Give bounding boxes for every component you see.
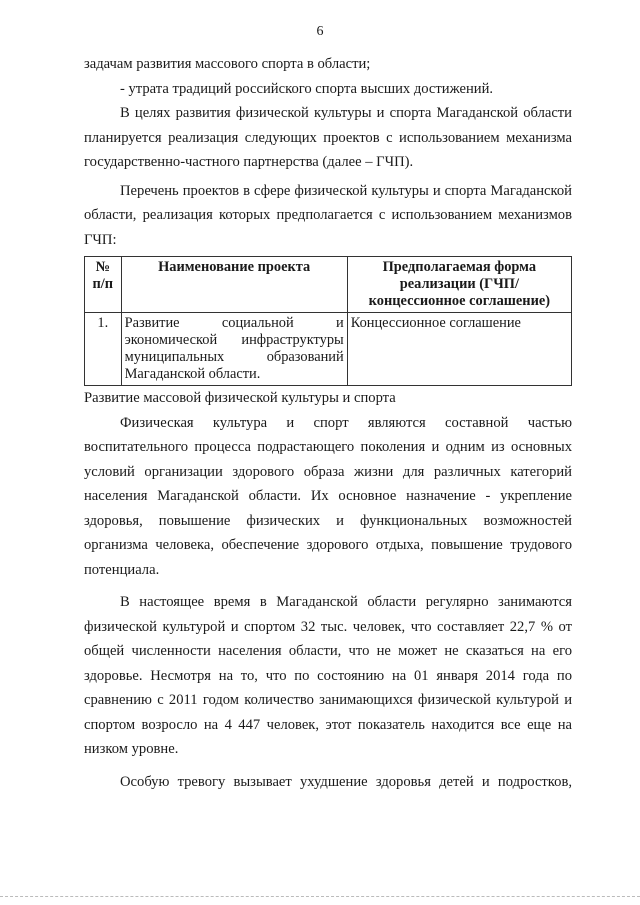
header-project-name: Наименование проекта — [121, 257, 347, 313]
section-title: Развитие массовой физической культуры и спорта — [84, 390, 396, 406]
page-content — [84, 52, 572, 794]
cell-project-name: Развитие социальной и экономической инфраструктуры муниципальных образований Магаданской области. — [121, 313, 347, 386]
paragraph-current-state: В настоящее время в Магаданской области регулярно занимаются физической культурой и спортом 32 тыс. человек, что составляет 22,7 % от общей численности населения области, что не может не сказаться на его здоровье. Несмотря на то, что по состоянию на 01 января 2014 года по сравнению с 2011 годом количество занимающихся физической культурой и спортом возросло на 4 447 человек, этот показатель находится все еще на низком уровне. — [84, 594, 572, 757]
cell-number: 1. — [85, 313, 122, 386]
paragraph-physical-culture: Физическая культура и спорт являются составной частью воспитательного процесса подрастающего поколения и одним из основных условий организации здорового образа жизни для различных категорий населения Магаданской области. Их основное назначение - укрепление здоровья, повышение физических и функциональных возможностей организма человека, обеспечение здорового отдыха, повышение трудового потенциала. — [84, 414, 572, 578]
paragraph-children-health: Особую тревогу вызывает ухудшение здоровья детей и подростков, — [120, 773, 572, 790]
cell-implementation-form: Концессионное соглашение — [347, 313, 571, 386]
page-number: 6 — [316, 24, 324, 39]
table-row — [85, 313, 572, 386]
table-header-row — [85, 257, 572, 313]
header-number: № п/п — [85, 257, 122, 313]
paragraph-project-list: Перечень проектов в сфере физической культуры и спорта Магаданской области, реализация которых предполагается с использованием механизмов ГЧП: — [84, 182, 572, 248]
text-line-tasks: задачам развития массового спорта в области; — [84, 56, 371, 72]
projects-table — [84, 256, 572, 386]
paragraph-intro: В целях развития физической культуры и спорта Магаданской области планируется реализация следующих проектов с использованием механизма государственно-частного партнерства (далее – ГЧП). — [84, 105, 572, 170]
scan-edge-line — [0, 896, 640, 899]
text-line-loss-traditions: - утрата традиций российского спорта высших достижений. — [120, 80, 494, 97]
header-implementation-form: Предполагаемая форма реализации (ГЧП/ концессионное соглашение) — [347, 257, 571, 313]
